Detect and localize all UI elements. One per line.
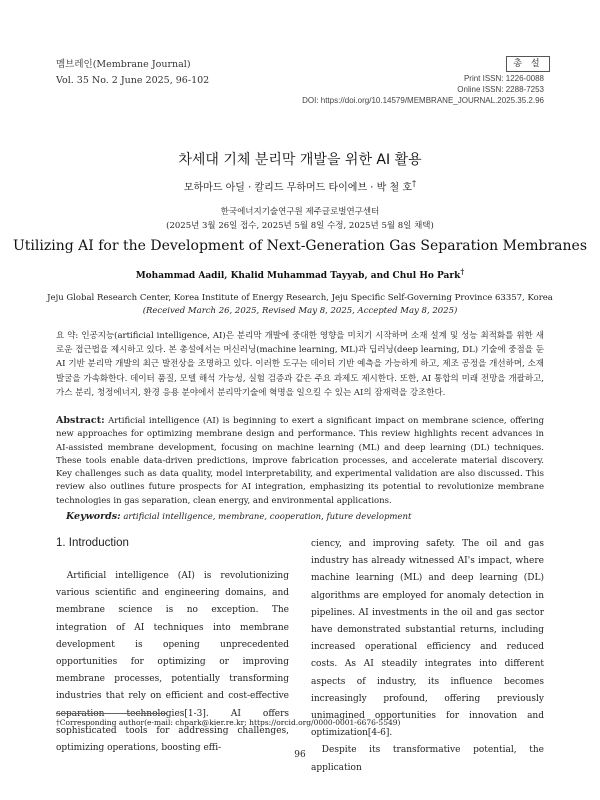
dagger-mark-en: † bbox=[460, 267, 465, 276]
volume-info: Vol. 35 No. 2 June 2025, 96-102 bbox=[56, 75, 210, 86]
dagger-mark: † bbox=[412, 178, 417, 188]
corresponding-author-footnote: †Corresponding author(e-mail: chpark@kier.re.kr; https://orcid.org/0000-0001-6676-5549) bbox=[56, 718, 401, 727]
keywords-label: Keywords: bbox=[66, 511, 121, 522]
authors-korean bbox=[0, 178, 600, 193]
page-number: 96 bbox=[294, 750, 306, 760]
authors-english-names: Mohammad Aadil, Khalid Muhammad Tayyab, and Chul Ho Park bbox=[135, 271, 461, 281]
institution-korean: 한국에너지기술연구원 제주글로벌연구센터 bbox=[220, 207, 380, 217]
abstract-korean-label: 요 약: bbox=[56, 331, 79, 341]
institution-english-block bbox=[0, 292, 600, 318]
keywords-text: artificial intelligence, membrane, cooperation, future development bbox=[123, 512, 412, 522]
intro-paragraph-1: Artificial intelligence (AI) is revolutionizing various scientific and engineering domains, and membrane science is no exception. The integration of AI techniques into membrane development is opening unprecedented opportunities for optimizing or improving membrane processes, potentially transforming industries that rely on efficient and cost-effective separation technologies[1-3]. AI offers sophisticated tools for addressing challenges, optimizing operations, boosting effi- bbox=[56, 571, 289, 754]
journal-name: 멤브레인(Membrane Journal) bbox=[56, 59, 191, 70]
intro-paragraph-1-continued: ciency, and improving safety. The oil and gas industry has already witnessed AI's impact, where machine learning (ML) and deep learning (DL) algorithms are employed for anomaly detection in pipelines. AI investments in the oil and gas sector have demonstrated substantial returns, including increased operational efficiency and reduced costs. As AI steadily integrates into different aspects of industry, its influence becomes increasingly profound, offering previously unimagined opportunities for innovation and optimization[4-6]. bbox=[311, 539, 544, 739]
intro-paragraph-2: Despite its transformative potential, the application bbox=[311, 745, 544, 773]
issn-block bbox=[302, 73, 544, 106]
keywords bbox=[66, 511, 411, 522]
title-korean: 차세대 기체 분리막 개발을 위한 AI 활용 bbox=[178, 152, 422, 168]
authors-english bbox=[0, 267, 600, 281]
print-issn: Print ISSN: 1226-0088 bbox=[463, 74, 544, 83]
body-column-right bbox=[311, 536, 544, 777]
abstract-english-label: Abstract: bbox=[56, 415, 105, 426]
section-heading-introduction: 1. Introduction bbox=[56, 537, 129, 549]
abstract-korean-text: 인공지능(artificial intelligence, AI)은 분리막 개발에 중대한 영향을 미치기 시작하며 소재 설계 및 성능 최적화를 위한 새로운 접근법을 제시하고 있다. 본 총설에서는 머신러닝(machine learning, ML)과 딥러닝(deep learning, DL) 기술에 중점을 둔 AI 기반 분리막 개발의 최근 발전상을 조명하고 있다. 이러한 도구는 데이터 기반 예측을 가능하게 하고, 제조 공정을 개선하며, 소재 발굴을 가속화한다. 데이터 품질, 모델 해석 가능성, 실험 검증과 같은 주요 과제도 제시한다. 또한, AI 통합의 미래 전망을 개괄하고, 가스 분리, 청정에너지, 환경 응용 분야에서 분리막기술에 혁명을 일으킬 수 있는 AI의 잠재력을 강조한다. bbox=[56, 331, 544, 398]
body-column-left bbox=[56, 568, 289, 757]
doi-link[interactable]: DOI: https://doi.org/10.14579/MEMBRANE_JOURNAL.2025.35.2.96 bbox=[302, 96, 544, 105]
online-issn: Online ISSN: 2288-7253 bbox=[457, 85, 544, 94]
footnote-divider bbox=[56, 713, 166, 714]
title-english: Utilizing AI for the Development of Next-Generation Gas Separation Membranes bbox=[12, 238, 587, 254]
institution-english: Jeju Global Research Center, Korea Institute of Energy Research, Jeju Specific Self-Governing Province 63357, Korea bbox=[47, 293, 553, 303]
authors-korean-names: 모하마드 아딜 · 칼리드 무하머드 타이에브 · 박 철 호 bbox=[183, 182, 412, 194]
abstract-english bbox=[56, 414, 544, 508]
dates-english: (Received March 26, 2025, Revised May 8, 2025, Accepted May 8, 2025) bbox=[142, 306, 458, 316]
journal-header bbox=[56, 57, 209, 89]
abstract-english-text: Artificial intelligence (AI) is beginning to exert a significant impact on membrane science, offering new approaches for optimizing membrane design and performance. This review highlights recent advances in AI-assisted membrane development, focusing on machine learning (ML) and deep learning (DL) techniques. These tools enable data-driven predictions, improve fabrication processes, and accelerate material discovery. Key challenges such as data quality, model interpretability, and experimental validation are also discussed. This review also outlines future prospects for AI integration, emphasizing its potential to revolutionize membrane technologies in gas separation, clean energy, and environmental applications. bbox=[56, 416, 545, 506]
dates-korean: (2025년 3월 26일 접수, 2025년 5월 8일 수정, 2025년 5월 8일 채택) bbox=[166, 221, 434, 231]
institution-korean-block bbox=[0, 205, 600, 233]
article-type-badge: 총 설 bbox=[506, 56, 550, 72]
abstract-korean bbox=[56, 329, 544, 400]
